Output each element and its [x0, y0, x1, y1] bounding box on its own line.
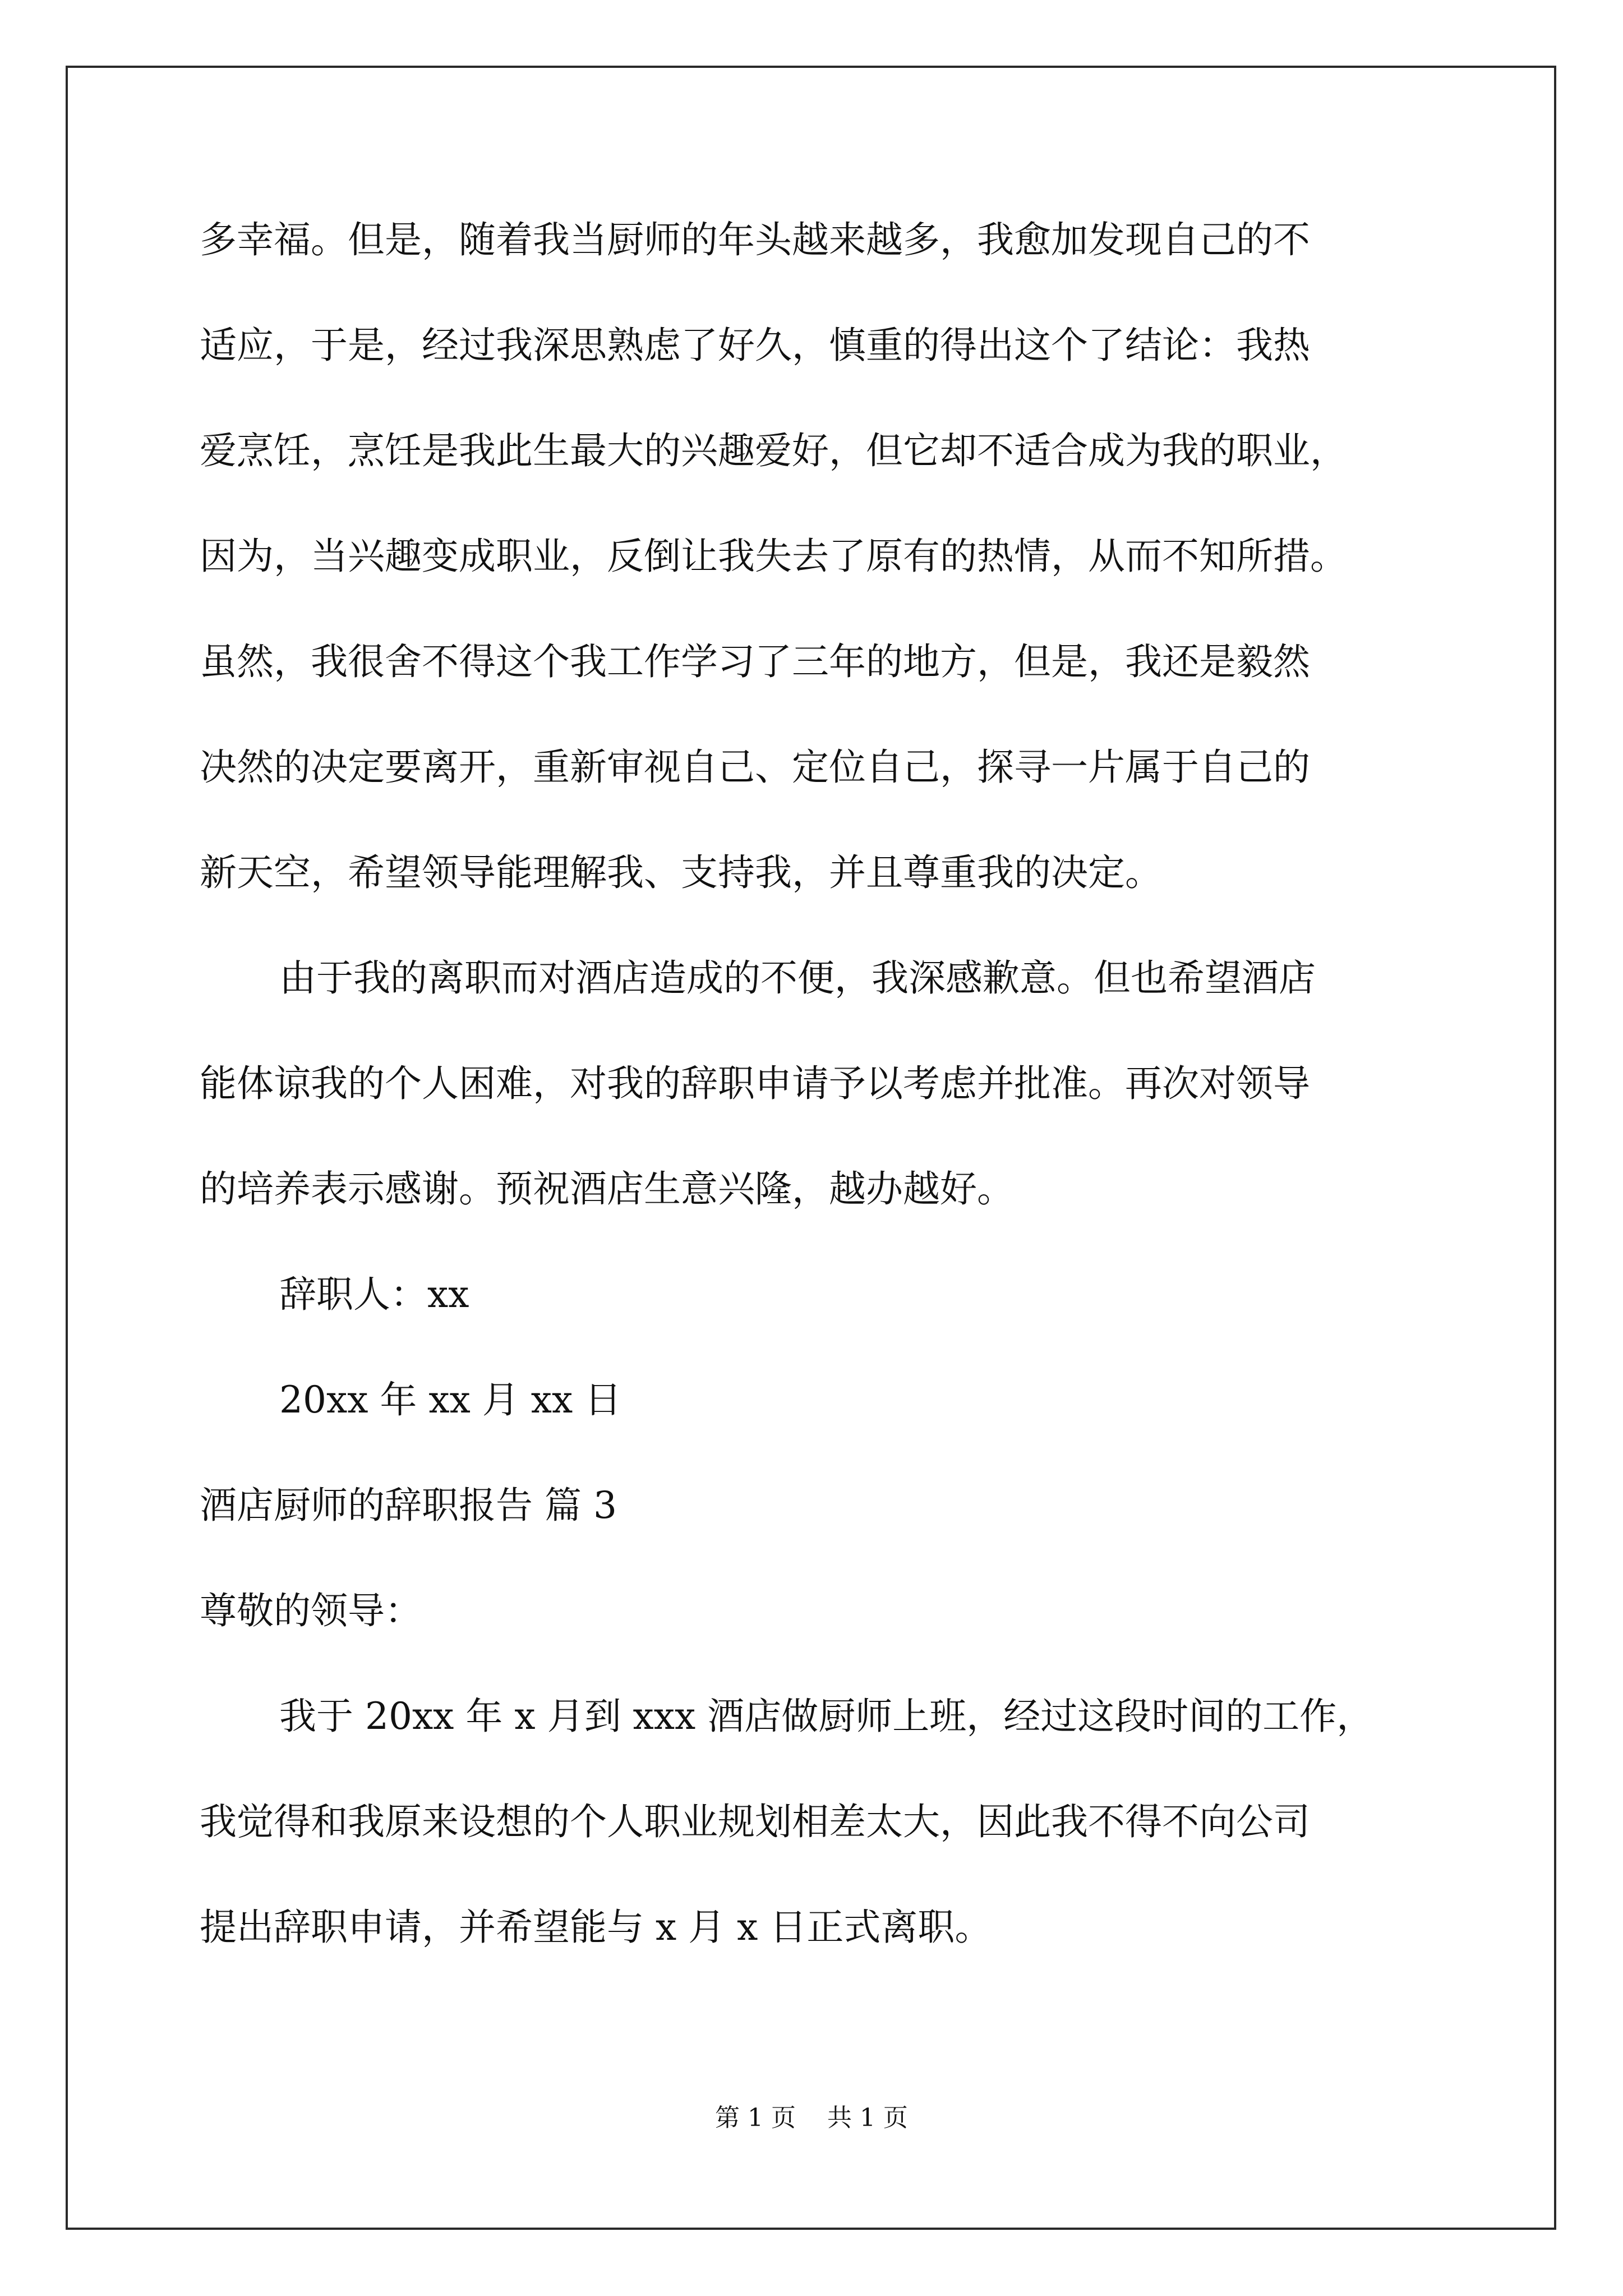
- body-line-3: 爱烹饪，烹饪是我此生最大的兴趣爱好，但它却不适合成为我的职业，: [200, 429, 1347, 472]
- signature-date: 20xx 年 xx 月 xx 日: [279, 1378, 622, 1421]
- body-line-12: 我觉得和我原来设想的个人职业规划相差太大，因此我不得不向公司: [200, 1800, 1310, 1843]
- body-line-8: 由于我的离职而对酒店造成的不便，我深感歉意。但也希望酒店: [279, 956, 1316, 1000]
- signature-name: 辞职人：xx: [279, 1273, 469, 1316]
- body-line-6: 决然的决定要离开，重新审视自己、定位自己，探寻一片属于自己的: [200, 746, 1310, 789]
- body-line-1: 多幸福。但是，随着我当厨师的年头越来越多，我愈加发现自己的不: [200, 218, 1310, 261]
- page-number: 第 1 页 共 1 页: [715, 2104, 908, 2132]
- section-heading: 酒店厨师的辞职报告 篇 3: [200, 1484, 617, 1527]
- body-line-10: 的培养表示感谢。预祝酒店生意兴隆，越办越好。: [200, 1167, 1014, 1211]
- body-line-9: 能体谅我的个人困难，对我的辞职申请予以考虑并批准。再次对领导: [200, 1062, 1310, 1105]
- salutation: 尊敬的领导：: [200, 1589, 422, 1632]
- body-line-2: 适应，于是，经过我深思熟虑了好久，慎重的得出这个了结论：我热: [200, 324, 1310, 367]
- body-line-13: 提出辞职申请，并希望能与 x 月 x 日正式离职。: [200, 1906, 992, 1949]
- body-line-5: 虽然，我很舍不得这个我工作学习了三年的地方，但是，我还是毅然: [200, 640, 1310, 683]
- body-line-4: 因为，当兴趣变成职业，反倒让我失去了原有的热情，从而不知所措。: [200, 535, 1347, 578]
- body-line-7: 新天空，希望领导能理解我、支持我，并且尊重我的决定。: [200, 851, 1162, 894]
- body-line-11: 我于 20xx 年 x 月到 xxx 酒店做厨师上班，经过这段时间的工作，: [279, 1695, 1374, 1738]
